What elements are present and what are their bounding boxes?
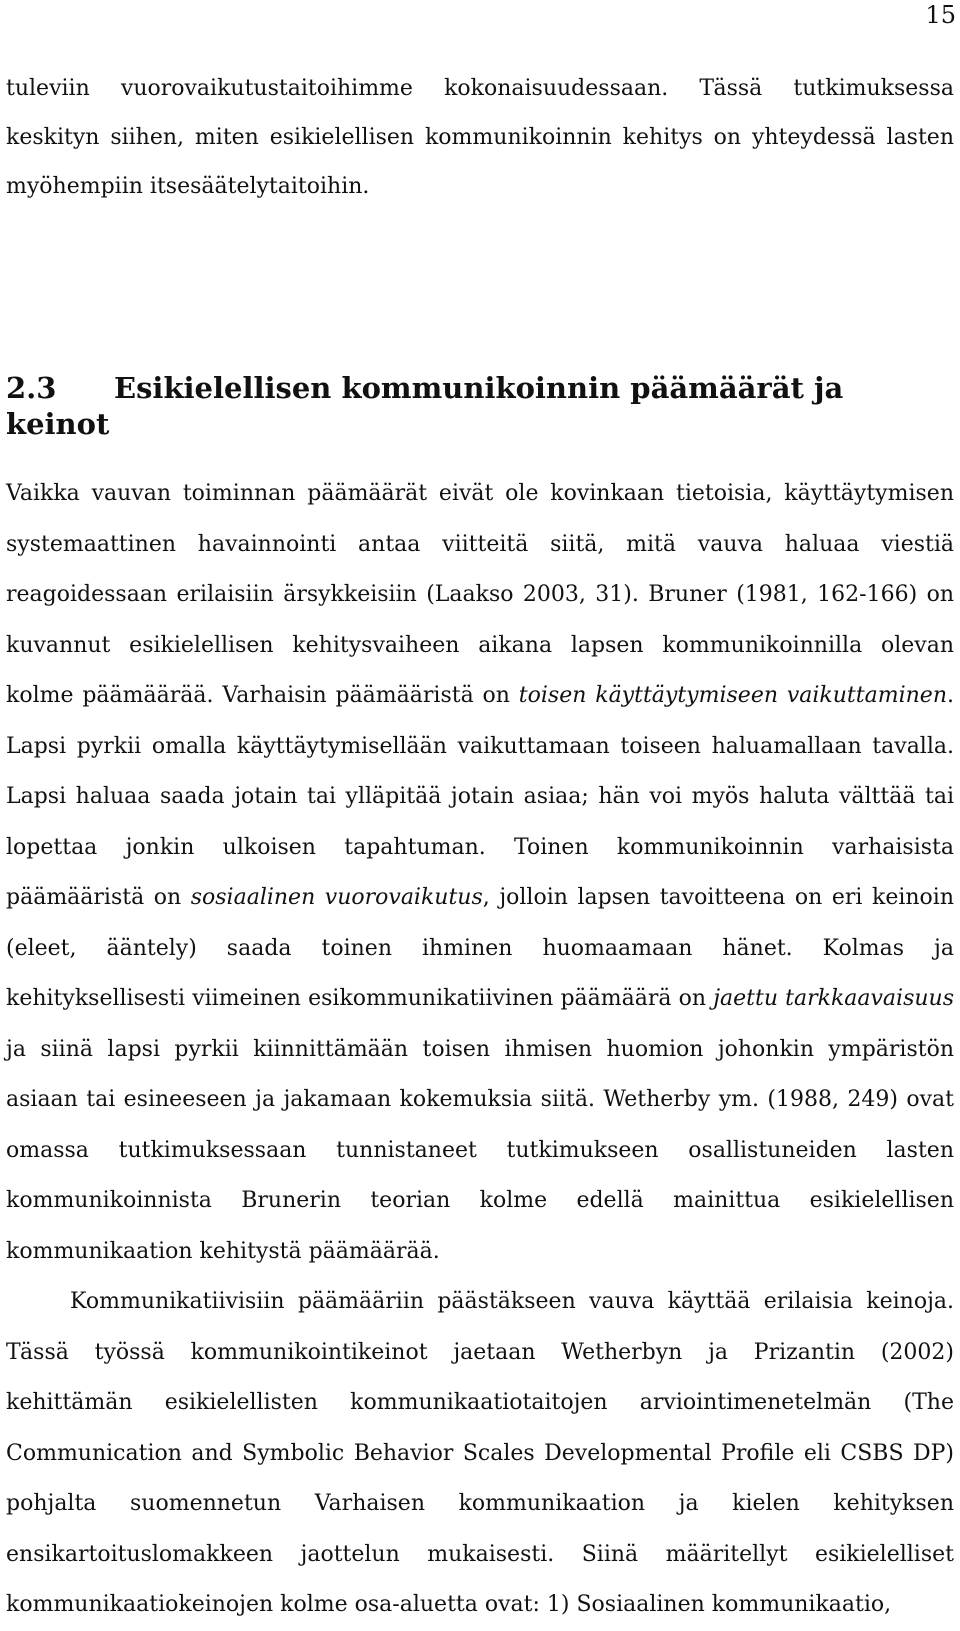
paragraph-goals xyxy=(6,469,954,1277)
term-behavior-regulation: toisen käyttäytymiseen vaikuttaminen xyxy=(518,683,947,708)
section-title: Esikielellisen kommunikoinnin päämäärät ja keinot xyxy=(6,371,844,441)
paragraph-goals-segment: ja siinä lapsi pyrkii kiinnittämään toisen ihmisen huomion johonkin ympäristön asiaan tai esineeseen ja jakamaan kokemuksia siitä. Wetherby ym. (1988, 249) ovat omassa tutkimuksessaan tunnistaneet tutkimukseen osallistuneiden lasten kommunikoinnista Brunerin teorian kolme edellä mainittua esikielellisen kommunikaation kehitystä päämäärää. xyxy=(6,1036,954,1264)
paragraph-goals-segment: . Lapsi pyrkii omalla käyttäytymisellään vaikuttamaan toiseen haluamallaan tavalla. Lapsi haluaa saada jotain tai ylläpitää jotain asiaa; hän voi myös haluta välttää tai lopettaa jonkin ulkoisen tapahtuman. Toinen kommunikoinnin varhaisista päämääristä on xyxy=(6,683,954,910)
section-heading xyxy=(6,211,954,469)
term-joint-attention: jaettu tarkkaavaisuus xyxy=(713,986,955,1011)
paragraph-goals-segment: , jolloin lapsen tavoitteena on eri keinoin (eleet, ääntely) saada toinen ihminen huomaamaan hänet. Kolmas ja kehityksellisesti viimeinen esikommunikatiivinen päämäärä on xyxy=(6,885,955,1011)
term-social-interaction: sosiaalinen vuorovaikutus xyxy=(190,885,483,910)
paragraph-means: Kommunikatiivisiin päämääriin päästäkseen vauva käyttää erilaisia keinoja. Tässä työssä kommunikointikeinot jaetaan Wetherbyn ja Prizantin (2002) kehittämän esikielellisten kommunikaatiotaitojen arviointimenetelmän (The Communication and Symbolic Behavior Scales Developmental Profile eli CSBS DP) pohjalta suomennetun Varhaisen kommunikaation ja kielen kehityksen ensikartoituslomakkeen jaottelun mukaisesti. Siinä määritellyt esikielelliset kommunikaatiokeinojen kolme osa-aluetta ovat: 1) Sosiaalinen kommunikaatio, xyxy=(6,1289,954,1617)
page-number: 15 xyxy=(925,1,956,29)
section-number: 2.3 xyxy=(6,371,57,405)
paragraph-goals-segment: Vaikka vauvan toiminnan päämäärät eivät ole kovinkaan tietoisia, käyttäytymisen systemaattinen havainnointi antaa viitteitä siitä, mitä vauva haluaa viestiä reagoidessaan erilaisiin ärsykkeisiin (Laakso 2003, 31). Bruner (1981, 162-166) on kuvannut esikielellisen kehitysvaiheen aikana lapsen kommunikoinnilla olevan kolme päämäärää. Varhaisin päämääristä on xyxy=(6,481,954,708)
paragraph-intro: tuleviin vuorovaikutustaitoihimme kokonaisuudessaan. Tässä tutkimuksessa keskityn siihen, miten esikielellisen kommunikoinnin kehitys on yhteydessä lasten myöhempiin itsesäätelytaitoihin. xyxy=(6,76,954,199)
page-body xyxy=(6,64,954,1631)
